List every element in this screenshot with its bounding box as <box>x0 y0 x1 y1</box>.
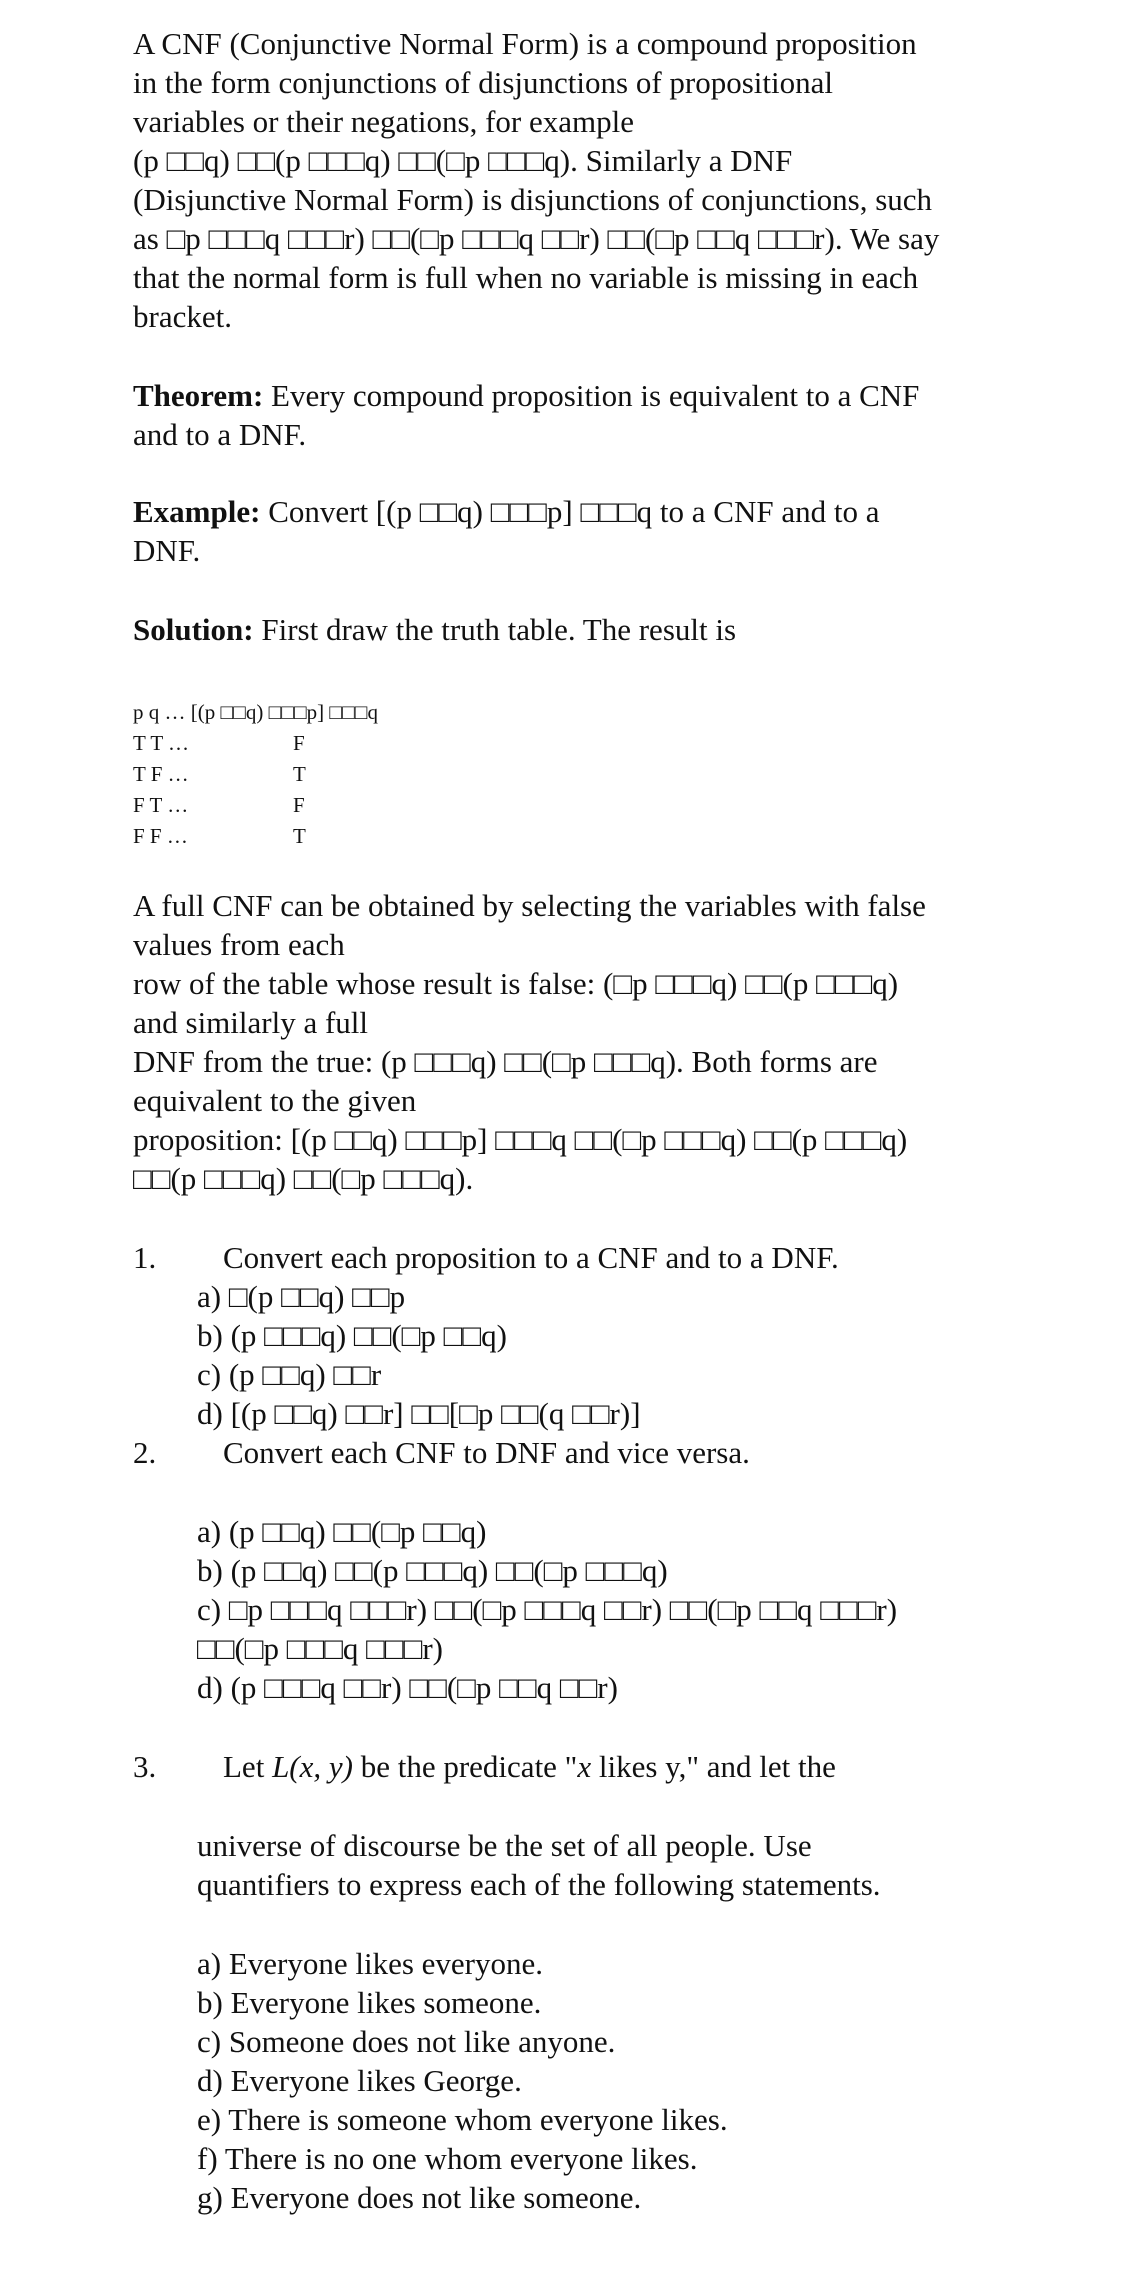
exercise-item: d) (p □□□q □□r) □□(□p □□q □□r) <box>197 1670 618 1705</box>
exercise-item: b) (p □□q) □□(p □□□q) □□(□p □□□q) <box>197 1553 668 1588</box>
exercise-item: b) (p □□□q) □□(□p □□q) <box>197 1318 507 1353</box>
explanation-line: and similarly a full <box>133 1005 369 1040</box>
exercise-text: universe of discourse be the set of all people. Use <box>197 1828 812 1863</box>
example-paragraph <box>133 492 1003 570</box>
exercise-item: □□(□p □□□q □□□r) <box>197 1631 443 1666</box>
explanation-line: values from each <box>133 927 345 962</box>
truth-table-row <box>133 790 1003 821</box>
intro-line: (Disjunctive Normal Form) is disjunctions of conjunctions, such <box>133 182 933 217</box>
exercise-number: 3. <box>133 1749 157 1784</box>
exercise-item: d) Everyone likes George. <box>197 2063 522 2098</box>
truth-table-cell: F T … <box>133 793 189 817</box>
exercise-text: Let <box>223 1749 273 1784</box>
exercise-item: c) Someone does not like anyone. <box>197 2024 616 2059</box>
truth-table-cell: F F … <box>133 824 188 848</box>
exercise-title <box>133 1747 1003 1786</box>
exercise-1 <box>133 1238 1003 1707</box>
example-text: Convert [(p □□q) □□□p] □□□q to a CNF and to a <box>260 494 880 529</box>
exercise-item: g) Everyone does not like someone. <box>197 2180 642 2215</box>
truth-table-cell: T F … <box>133 762 189 786</box>
exercise-item: a) (p □□q) □□(□p □□q) <box>197 1514 487 1549</box>
exercise-title: Convert each CNF to DNF and vice versa. <box>223 1435 750 1470</box>
intro-line: bracket. <box>133 299 232 334</box>
explanation-line: A full CNF can be obtained by selecting the variables with false <box>133 888 926 923</box>
solution-text: First draw the truth table. The result is <box>253 612 737 647</box>
explanation-line: □□(p □□□q) □□(□p □□□q). <box>133 1161 474 1196</box>
exercise-items <box>133 1277 1003 1433</box>
exercise-item: e) There is someone whom everyone likes. <box>197 2102 728 2137</box>
intro-paragraph <box>133 24 1003 336</box>
exercise-item: a) □(p □□q) □□p <box>197 1279 406 1314</box>
predicate: L(x, y) <box>272 1749 353 1784</box>
intro-line: A CNF (Conjunctive Normal Form) is a compound proposition <box>133 26 917 61</box>
theorem-paragraph <box>133 376 1003 454</box>
truth-table-cell: T T … <box>133 731 190 755</box>
explanation-line: equivalent to the given <box>133 1083 417 1118</box>
exercise-item: b) Everyone likes someone. <box>197 1985 542 2020</box>
exercise-text: be the predicate " <box>352 1749 578 1784</box>
solution-label: Solution: <box>133 612 254 647</box>
truth-table-cell: T <box>293 824 306 848</box>
exercise-title: Convert each proposition to a CNF and to a DNF. <box>223 1240 839 1275</box>
truth-table-row <box>133 759 1003 790</box>
truth-table-cell: F <box>293 793 305 817</box>
explanation-paragraph <box>133 886 1003 1198</box>
solution-paragraph <box>133 610 1003 649</box>
theorem-text: Every compound proposition is equivalent to a CNF <box>263 378 920 413</box>
exercise-text: quantifiers to express each of the following statements. <box>197 1867 881 1902</box>
intro-line: variables or their negations, for example <box>133 104 634 139</box>
exercise-3 <box>133 1747 1003 2217</box>
exercise-item: c) (p □□q) □□r <box>197 1357 382 1392</box>
exercise-number: 1. <box>133 1240 157 1275</box>
example-text: DNF. <box>133 533 201 568</box>
variable-x: x <box>577 1749 592 1784</box>
explanation-line: row of the table whose result is false: (□p □□□q) □□(p □□□q) <box>133 966 899 1001</box>
exercise-text-cont <box>133 1826 1003 1904</box>
exercise-item: f) There is no one whom everyone likes. <box>197 2141 698 2176</box>
exercise-items <box>133 1944 1003 2217</box>
explanation-line: DNF from the true: (p □□□q) □□(□p □□□q). Both forms are <box>133 1044 878 1079</box>
explanation-line: proposition: [(p □□q) □□□p] □□□q □□(□p □□□q) □□(p □□□q) <box>133 1122 908 1157</box>
truth-table-row <box>133 728 1003 759</box>
truth-table-row <box>133 821 1003 852</box>
exercise-number: 2. <box>133 1435 157 1470</box>
document-body <box>133 24 1003 2217</box>
truth-table-header-cell: [(p □□q) □□□p] □□□q <box>190 700 378 724</box>
truth-table-cell: F <box>293 731 305 755</box>
truth-table-header <box>133 697 1003 728</box>
exercise-item: a) Everyone likes everyone. <box>197 1946 544 1981</box>
intro-line: in the form conjunctions of disjunctions of propositional <box>133 65 833 100</box>
intro-line: as □p □□□q □□□r) □□(□p □□□q □□r) □□(□p □□q □□□r). We say <box>133 221 940 256</box>
truth-table-header-cell: p q … <box>133 700 186 724</box>
intro-line: that the normal form is full when no variable is missing in each <box>133 260 919 295</box>
exercise-text: likes y," and let the <box>591 1749 836 1784</box>
intro-line: (p □□q) □□(p □□□q) □□(□p □□□q). Similarly a DNF <box>133 143 793 178</box>
example-label: Example: <box>133 494 261 529</box>
theorem-text: and to a DNF. <box>133 417 307 452</box>
exercise-item: d) [(p □□q) □□r] □□[□p □□(q □□r)] <box>197 1396 641 1431</box>
exercise-items <box>133 1512 1003 1707</box>
exercise-item: c) □p □□□q □□□r) □□(□p □□□q □□r) □□(□p □□q □□□r) <box>197 1592 898 1627</box>
truth-table <box>133 697 1003 852</box>
truth-table-cell: T <box>293 762 306 786</box>
theorem-label: Theorem: <box>133 378 264 413</box>
